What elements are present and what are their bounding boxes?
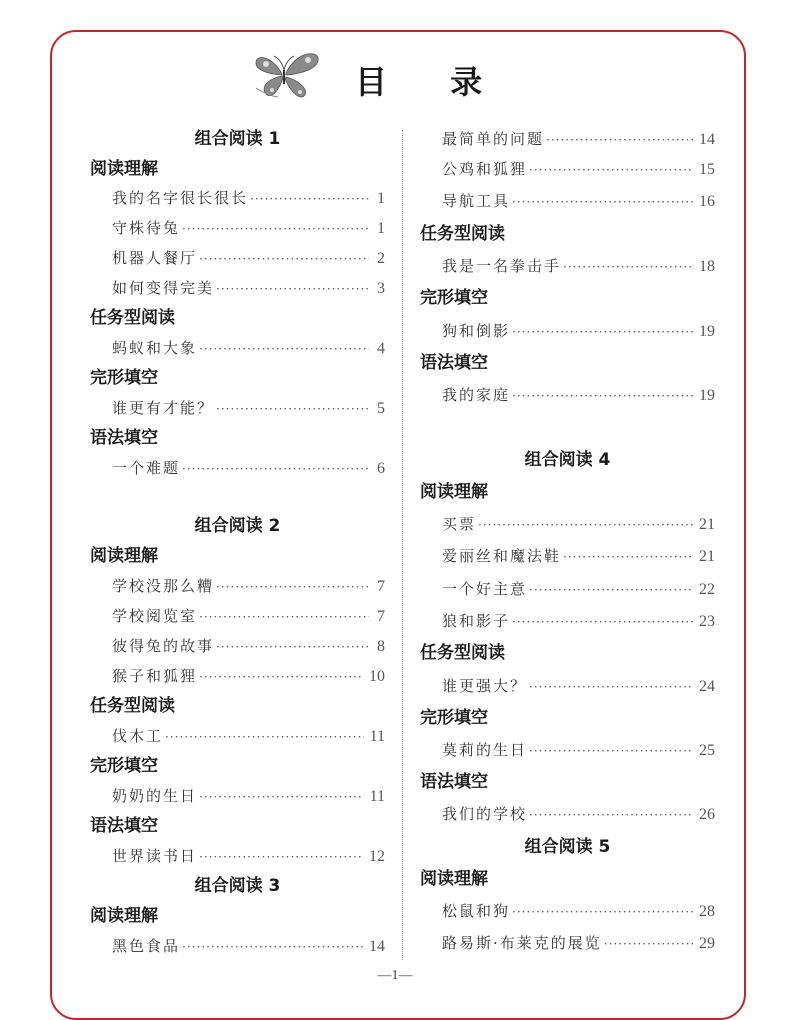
toc-entry-title: 莫莉的生日	[442, 741, 528, 759]
group-heading: 组合阅读 3	[194, 876, 281, 896]
toc-entry-title: 学校阅览室	[112, 607, 198, 625]
toc-entry[interactable]	[442, 190, 715, 213]
toc-entry-title: 如何变得完美	[112, 279, 215, 297]
dot-leader	[512, 901, 693, 923]
group-heading: 组合阅读 4	[524, 450, 611, 470]
section-heading: 阅读理解	[90, 159, 158, 179]
toc-entry-page: 4	[377, 340, 385, 357]
toc-entry-page: 1	[377, 220, 385, 237]
toc-entry-title: 松鼠和狗	[442, 902, 511, 920]
toc-entry[interactable]	[442, 545, 715, 568]
toc-entry-page: 14	[369, 938, 385, 955]
toc-entry[interactable]	[112, 935, 385, 958]
butterfly-icon	[252, 48, 322, 100]
toc-entry-page: 21	[699, 516, 715, 533]
section-heading: 任务型阅读	[420, 643, 505, 663]
toc-entry[interactable]	[112, 635, 385, 658]
toc-entry[interactable]	[442, 158, 715, 181]
section-heading: 任务型阅读	[420, 224, 505, 244]
dot-leader	[512, 321, 693, 343]
toc-entry[interactable]	[112, 457, 385, 480]
toc-entry-title: 猴子和狐狸	[112, 667, 198, 685]
toc-entry-title: 狼和影子	[442, 612, 511, 630]
toc-entry[interactable]	[112, 337, 385, 360]
section-heading: 语法填空	[90, 428, 158, 448]
section-heading: 阅读理解	[90, 546, 158, 566]
toc-entry-title: 谁更强大？	[442, 677, 528, 695]
toc-entry-title: 一个难题	[112, 459, 181, 477]
dot-leader	[512, 191, 693, 213]
page-number: —1—	[377, 968, 413, 983]
toc-entry-page: 1	[377, 190, 385, 207]
toc-entry-page: 28	[699, 903, 715, 920]
toc-entry[interactable]	[112, 217, 385, 240]
dot-leader	[182, 218, 369, 240]
dot-leader	[216, 636, 369, 658]
toc-entry-page: 18	[699, 258, 715, 275]
toc-entry[interactable]	[112, 725, 385, 748]
section-heading: 任务型阅读	[90, 308, 175, 328]
dot-leader	[199, 338, 369, 360]
dot-leader	[529, 676, 693, 698]
toc-entry-page: 24	[699, 678, 715, 695]
dot-leader	[563, 546, 693, 568]
toc-entry[interactable]	[112, 575, 385, 598]
toc-entry-title: 一个好主意	[442, 580, 528, 598]
section-heading: 语法填空	[90, 816, 158, 836]
toc-entry-page: 14	[699, 131, 715, 148]
toc-entry-page: 23	[699, 613, 715, 630]
toc-entry-page: 10	[369, 668, 385, 685]
toc-entry-page: 7	[377, 578, 385, 595]
group-heading: 组合阅读 1	[194, 129, 281, 149]
dot-leader	[216, 576, 369, 598]
toc-entry-page: 21	[699, 548, 715, 565]
dot-leader	[546, 129, 693, 151]
toc-entry[interactable]	[442, 578, 715, 601]
toc-entry[interactable]	[112, 605, 385, 628]
toc-entry[interactable]	[442, 803, 715, 826]
toc-entry-page: 15	[699, 161, 715, 178]
column-divider	[402, 130, 403, 960]
toc-entry[interactable]	[442, 255, 715, 278]
page-title: 目 录	[355, 63, 509, 101]
toc-entry-page: 11	[369, 788, 385, 805]
toc-entry-title: 爱丽丝和魔法鞋	[442, 547, 562, 565]
section-heading: 语法填空	[420, 772, 488, 792]
toc-entry[interactable]	[442, 320, 715, 343]
group-heading: 组合阅读 2	[194, 516, 281, 536]
toc-entry[interactable]	[112, 397, 385, 420]
dot-leader	[199, 248, 369, 270]
dot-leader	[199, 666, 363, 688]
dot-leader	[529, 804, 693, 826]
toc-entry-page: 19	[699, 323, 715, 340]
toc-entry-title: 守株待兔	[112, 219, 181, 237]
toc-entry-page: 22	[699, 581, 715, 598]
toc-entry-page: 16	[699, 193, 715, 210]
toc-entry[interactable]	[442, 513, 715, 536]
toc-entry-page: 7	[377, 608, 385, 625]
dot-leader	[216, 278, 369, 300]
toc-entry-page: 3	[377, 280, 385, 297]
toc-entry[interactable]	[442, 675, 715, 698]
toc-entry[interactable]	[112, 785, 385, 808]
toc-entry-title: 路易斯·布莱克的展览	[442, 934, 602, 952]
toc-entry-title: 狗和倒影	[442, 322, 511, 340]
dot-leader	[512, 385, 693, 407]
toc-entry-title: 世界读书日	[112, 847, 198, 865]
toc-entry-title: 机器人餐厅	[112, 249, 198, 267]
dot-leader	[529, 740, 693, 762]
toc-entry-page: 19	[699, 387, 715, 404]
toc-entry-title: 奶奶的生日	[112, 787, 198, 805]
toc-entry[interactable]	[442, 739, 715, 762]
toc-entry[interactable]	[112, 187, 385, 210]
toc-entry[interactable]	[442, 384, 715, 407]
toc-entry-page: 26	[699, 806, 715, 823]
section-heading: 完形填空	[90, 756, 158, 776]
dot-leader	[563, 256, 693, 278]
toc-entry-page: 8	[377, 638, 385, 655]
dot-leader	[182, 936, 363, 958]
dot-leader	[250, 188, 369, 210]
dot-leader	[199, 606, 369, 628]
toc-entry-page: 12	[369, 848, 385, 865]
dot-leader	[478, 514, 693, 536]
toc-entry-page: 6	[377, 460, 385, 477]
toc-entry-title: 学校没那么糟	[112, 577, 215, 595]
dot-leader	[199, 846, 363, 868]
section-heading: 完形填空	[90, 368, 158, 388]
toc-entry-title: 谁更有才能？	[112, 399, 215, 417]
toc-entry[interactable]	[112, 845, 385, 868]
toc-entry-title: 黑色食品	[112, 937, 181, 955]
section-heading: 语法填空	[420, 353, 488, 373]
toc-entry-title: 蚂蚁和大象	[112, 339, 198, 357]
toc-entry-title: 最简单的问题	[442, 130, 545, 148]
toc-entry-page: 2	[377, 250, 385, 267]
section-heading: 完形填空	[420, 708, 488, 728]
dot-leader	[216, 398, 369, 420]
dot-leader	[182, 458, 369, 480]
toc-entry[interactable]	[112, 665, 385, 688]
toc-entry-title: 我的名字很长很长	[112, 189, 249, 207]
toc-entry[interactable]	[112, 277, 385, 300]
dot-leader	[165, 726, 364, 748]
toc-entry-page: 29	[699, 935, 715, 952]
toc-entry-title: 我们的学校	[442, 805, 528, 823]
toc-entry-title: 买票	[442, 515, 477, 533]
dot-leader	[604, 933, 693, 955]
toc-entry[interactable]	[442, 900, 715, 923]
toc-entry-title: 伐木工	[112, 727, 164, 745]
toc-entry-title: 彼得兔的故事	[112, 637, 215, 655]
toc-entry[interactable]	[442, 610, 715, 633]
toc-entry-page: 5	[377, 400, 385, 417]
toc-entry-title: 我是一名拳击手	[442, 257, 562, 275]
toc-entry-title: 导航工具	[442, 192, 511, 210]
toc-entry[interactable]	[442, 128, 715, 151]
section-heading: 阅读理解	[420, 869, 488, 889]
dot-leader	[512, 611, 693, 633]
dot-leader	[529, 579, 693, 601]
toc-entry-page: 11	[369, 728, 385, 745]
group-heading: 组合阅读 5	[524, 837, 611, 857]
section-heading: 阅读理解	[90, 906, 158, 926]
toc-entry-title: 我的家庭	[442, 386, 511, 404]
section-heading: 完形填空	[420, 288, 488, 308]
toc-entry[interactable]	[442, 932, 715, 955]
toc-entry-page: 25	[699, 742, 715, 759]
toc-entry[interactable]	[112, 247, 385, 270]
section-heading: 阅读理解	[420, 482, 488, 502]
section-heading: 任务型阅读	[90, 696, 175, 716]
dot-leader	[199, 786, 364, 808]
toc-entry-title: 公鸡和狐狸	[442, 160, 528, 178]
dot-leader	[529, 159, 693, 181]
